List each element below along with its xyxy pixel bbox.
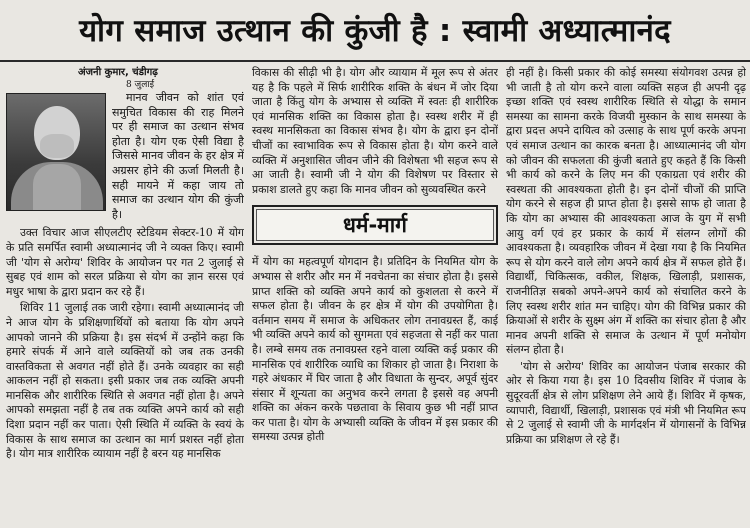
- paragraph: 'योग से अरोग्य' शिविर का आयोजन पंजाब सरकार की ओर से किया गया है। इस 10 दिवसीय शिविर में पंजाब के सुदूरवर्ती क्षेत्र से लोग प्रशिक्षण लेने आये हैं। शिविर में कृषक, व्यापारी, विद्यार्थी, खिलाड़ी, प्रशासक एवं मंत्री भी नियमित रूप से 2 जुलाई से स्वामी जी के मार्गदर्शन में योगासनों के विभिन्न प्रक्रिया का प्रशिक्षण ले रहे हैं।: [506, 359, 746, 446]
- byline: अंजनी कुमार, चंडीगढ़: [78, 67, 158, 78]
- headline: योग समाज उत्थान की कुंजी है : स्वामी अध्यात्मानंद: [79, 13, 671, 49]
- section-banner: धर्म-मार्ग: [252, 205, 498, 245]
- paragraph: शिविर 11 जुलाई तक जारी रहेगा। स्वामी अध्यात्मानंद जी ने आज योग के प्रशिक्षणार्थियों को बताया कि योग अपने आपको जानने की प्रक्रिया है। इस संदर्भ में उन्होंने कहा कि हमारे संपर्क में आने वाले व्यक्तियों को जब तक उनकी वास्तविकता से अवगत नहीं होते हैं। उनके व्यवहार का सही आकलन नहीं हो सकता। इसी प्रकार जब तक व्यक्ति अपनी मानसिक और शारीरिक स्थिति से अवगत नहीं होता है। अपने आपको समझता नहीं है तब तक व्यक्ति अपने कार्य को सही दिशा प्रदान नहीं कर पाता। ऐसी स्थिति में व्यक्ति के स्वयं के विकास के साथ समाज का उत्थान का मार्ग प्रशस्त नहीं होता है। योग मात्र शारीरिक व्यायाम नहीं है बरन यह मानसिक: [6, 301, 244, 461]
- dateline: 8 जुलाई: [125, 80, 155, 90]
- lead-paragraph: मानव जीवन को शांत एवं समुचित विकास की राह मिलने पर ही समाज का उत्थान संभव होता है। योग एक ऐसी विद्या है जिससे मानव जीवन के हर क्षेत्र में अग्रसर होने की ऊर्जा मिलती है। सही मायने में कहा जाय तो समाज का उत्थान योग की कुंजी है।: [112, 91, 244, 221]
- column-1: [6, 66, 244, 526]
- headline-rule: [0, 60, 750, 62]
- paragraph: विकास की सीढ़ी भी है। योग और व्यायाम में मूल रूप से अंतर यह है कि पहले में सिर्फ शारीरिक शक्ति के बंधन में जोर दिया जाता है किंतु योग के अभ्यास से व्यक्ति में स्वतः ही शारीरिक एवं मानसिक शक्ति का विकास होता है। स्वस्थ शरीर में ही स्वस्थ मानसिकता का विकास संभव है। योग के द्वारा इन दोनों चीजों का स्वाभाविक रूप से विकास होता है। योग करने वाले व्यक्ति में अनुशासित जीवन जीने की विशेषता भी सहज रूप से आ जाती है। स्वामी जी ने योग की विशेषण पर विस्तार से प्रकाश डालते हुए कहा कि मानव जीवन को सुव्यवस्थित करने: [252, 66, 498, 196]
- column-3: [506, 66, 746, 526]
- paragraph: ही नहीं है। किसी प्रकार की कोई समस्या संयोगवश उत्पन्न हो भी जाती है तो योग करने वाला व्यक्ति सहज ही अपनी दृढ़ इच्छा शक्ति एवं स्वस्थ शारीरिक स्थिति से योद्धा के समान समस्या का सामना करके विजयी मुस्कान के साथ समस्या के द्वारा प्रदत्त अपने दायित्व को उत्साह के साथ पूर्ण करके अपना एवं समाज उत्थान का कारक बनता है। आध्यात्मानंद जी योग को जीवन की सफलता की कुंजी बताते हुए कहते हैं कि किसी भी कार्य को करने के लिए मन की एकाग्रता एवं शरीर की स्वस्थता की आवश्यकता होती है। इन दोनों चीजों की प्राप्ति योग करने से सहज ही प्राप्त होता है। इससे साफ हो जाता है कि योग का अभ्यास की आवश्यकता आज के युग में सभी आयु वर्ग एवं हर प्रकार के कार्य में संलग्न लोगों की आवश्यकता है। व्यवहारिक जीवन में देखा गया है कि नियमित रूप से योग करने वाले लोग अपने कार्य क्षेत्र में सफल होते हैं। विद्यार्थी, चिकित्सक, वकील, शिक्षक, खिलाड़ी, प्रशासक, राजनीतिज्ञ सबको अपने-अपने कार्य को संचालित करने के लिए स्वस्थ शरीर शांत मन चाहिए। योग की विभिन्न प्रकार की क्रियाओं से शरीर के सुक्ष्म अंग में शक्ति का संचार होता है और मानव अपनी शक्ति से समाज के उत्थान में पूर्ण मनोयोग संलग्न होता है।: [506, 66, 746, 357]
- paragraph: उक्त विचार आज सीएलटीए स्टेडियम सेक्टर-10 में योग के प्रति समर्पित स्वामी अध्यात्मानंद जी ने व्यक्त किए। स्वामी जी 'योग से अरोग्य' शिविर के आयोजन पर गत 2 जुलाई से सुबह एवं शाम को सरल प्रक्रिया से योग का ज्ञान सरस एवं मधुर भाषा के द्वारा प्रदान कर रहे हैं।: [6, 226, 244, 298]
- swami-photo: [6, 93, 106, 211]
- paragraph: में योग का महत्वपूर्ण योगदान है। प्रतिदिन के नियमित योग के अभ्यास से शरीर और मन में नवचेतना का संचार होता है। इससे प्राप्त शक्ति को व्यक्ति अपने कार्य को कुशलता से करने में सफल होता है। जीवन के हर क्षेत्र में योग की उपयोगिता है। वर्तमान समय में समाज के अधिकतर लोग तनावग्रस्त हैं, काई भी व्यक्ति अपने कार्य को सुगमता एवं सहजता से नहीं कर पाता है। लम्बे समय तक तनावग्रस्त रहने वाला व्यक्ति कई प्रकार की मानसिक एवं शारीरिक व्याधि का शिकार हो जाता है। निराशा के गहरे अंधकार में घिर जाता है और विधाता के सुन्दर, अपूर्व सुंदर संसार में शून्यता का अनुभव करने लगता है इससे वह अपनी शक्ति का अंकन करके पछतावा के सिवाय कुछ भी नहीं प्राप्त कर पाता है। योग के अभ्यासी व्यक्ति के जीवन में इस प्रकार की समस्या उत्पन्न होती: [252, 255, 498, 444]
- column-2: [252, 66, 498, 526]
